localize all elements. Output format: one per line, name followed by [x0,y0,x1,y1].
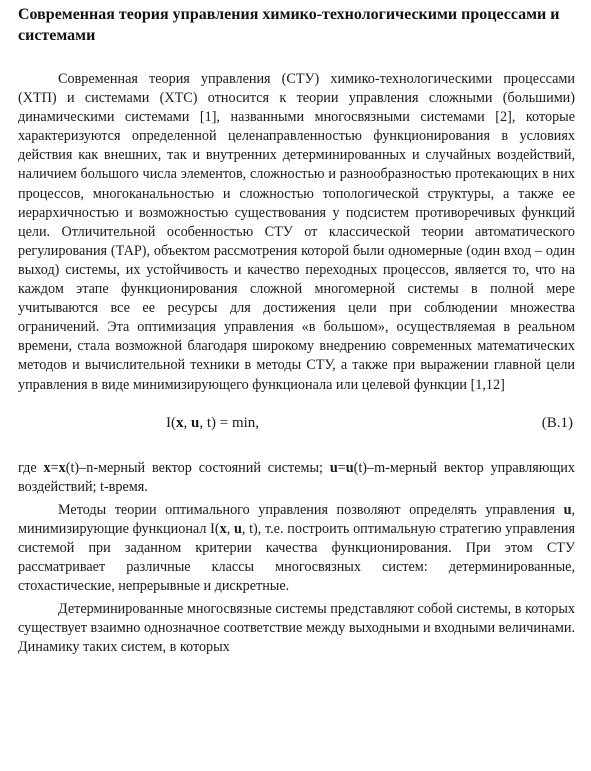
variables-definition: где x=x(t)–n-мерный вектор состояний системы; u=u(t)–m-мерный вектор управляющих воздействий; t-время. [18,459,575,495]
equation-number: (B.1) [541,414,573,431]
deterministic-paragraph: Детерминированные многосвязные системы представляют собой системы, в которых существует взаимно однозначное соответствие между выходными и входными величинами. Динамику таких систем, в которых [18,601,575,656]
intro-paragraph: Современная теория управления (СТУ) химико-технологическими процессами (ХТП) и системами (ХТС) относится к теории управления сложными (большими) динамическими системами [1], названными многосвязными системами [2], которые характеризуются определенной целенаправленностью функционирования в условиях действия как внешних, так и внутренних детерминированных и случайных воздействий, наличием большого числа элементов, сложностью и разнообразностью протекающих в них процессов, многоканальностью и сложностью топологической структуры, а также ее иерархичностью и возможностью существования у подсистем противоречивых функций цели. Отличительной особенностью СТУ от классической теории автоматического регулирования (ТАР), объектом рассмотрения которой были одномерные (один вход – один выход) системы, их устойчивость и качество переходных процессов, является то, что на каждом этапе функционирования сложной многомерной системы в полной мере учитываются все ее ресурсы для достижения цели при соблюдении множества ограничений. Эта оптимизация управления «в большом», осуществляемая в реальном времени, стала возможной благодаря широкому внедрению современных математических методов и вычислительной техники в методы СТУ, а также при выражении главной цели управления в виде минимизирующего функционала или целевой функции [1,12] [18,71,575,393]
section-title: Современная теория управления химико-технологическими процессами и системами [18,6,560,44]
equation: I(x, u, t) = min, [166,414,260,431]
equation-row [18,415,575,441]
methods-paragraph: Методы теории оптимального управления позволяют определять управления u, минимизирующие функционал I(x, u, t), т.е. построить оптимальную стратегию управления системой при заданном критерии качества функционирования. При этом СТУ рассматривает различные классы многосвязных систем: детерминированные, стохастические, непрерывные и дискретные. [18,501,575,595]
